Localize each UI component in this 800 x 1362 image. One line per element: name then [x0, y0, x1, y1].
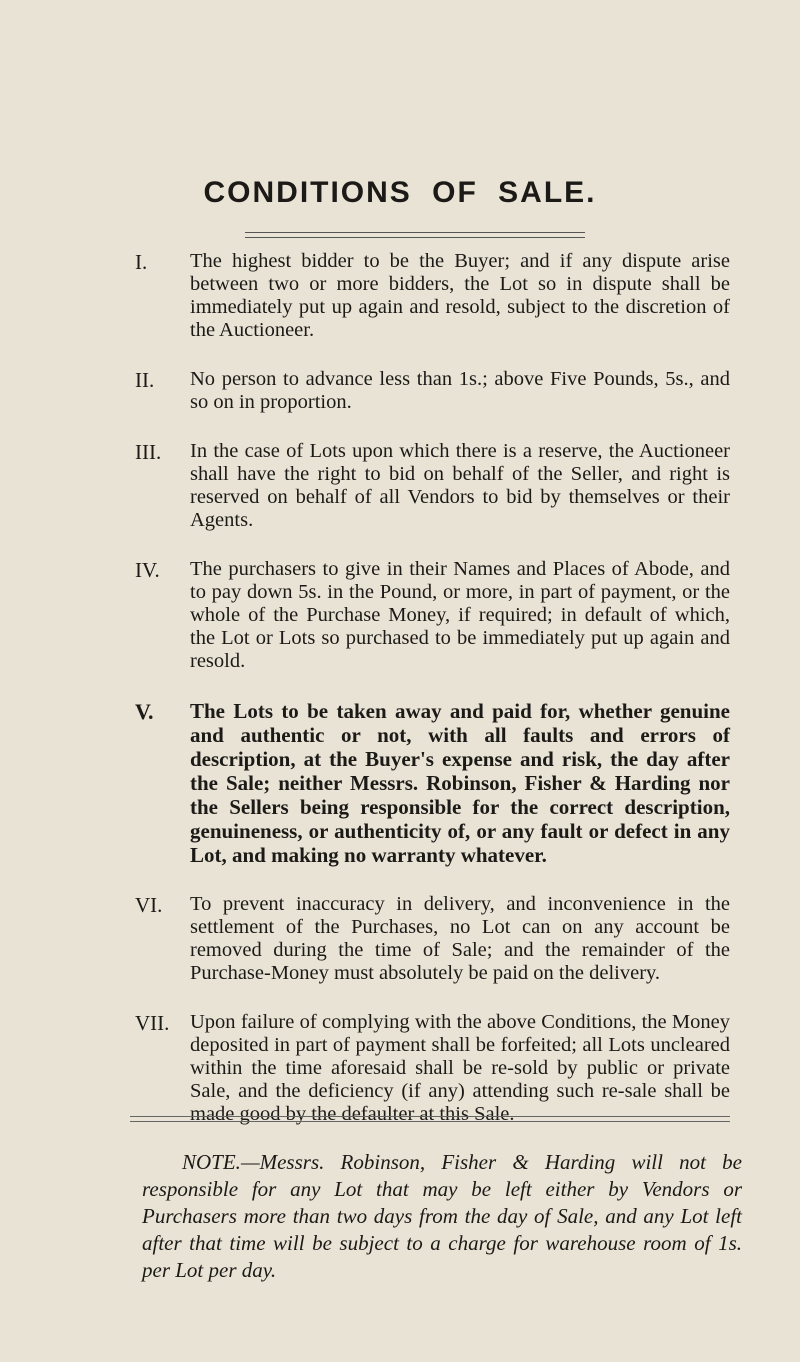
- condition-number: V.: [135, 699, 154, 724]
- condition-item-emphasized: [0, 699, 800, 867]
- condition-number: VII.: [135, 1011, 170, 1035]
- condition-number: VI.: [135, 893, 163, 917]
- condition-item: [0, 893, 800, 985]
- condition-item: [0, 368, 800, 414]
- condition-number: IV.: [135, 558, 160, 582]
- page-title: CONDITIONS OF SALE.: [203, 176, 597, 209]
- condition-text: To prevent inaccuracy in delivery, and inconvenience in the settlement of the Purchases, no Lot can on any account be removed during the time of Sale; and the remainder of the Purchase-Money must absolutely be paid on the delivery.: [190, 893, 730, 984]
- condition-text: No person to advance less than 1s.; above Five Pounds, 5s., and so on in proportion.: [190, 368, 730, 413]
- condition-text: The highest bidder to be the Buyer; and if any dispute arise between two or more bidders, the Lot so in dispute shall be immediately put up again and resold, subject to the discretion of the Auctioneer.: [190, 250, 730, 341]
- condition-number: II.: [135, 368, 155, 392]
- condition-text: The purchasers to give in their Names and Places of Abode, and to pay down 5s. in the Pound, or more, in part of payment, or the whole of the Purchase Money, if required; in default of which, the Lot or Lots so purchased to be immediately put up again and resold.: [190, 558, 730, 672]
- condition-number: I.: [135, 250, 148, 274]
- condition-item: [0, 558, 800, 673]
- condition-text: Upon failure of complying with the above Conditions, the Money deposited in part of payment shall be forfeited; all Lots uncleared within the time aforesaid shall be re-sold by public or private Sale, and the deficiency (if any) attending such re-sale shall be made good by the defaulter at this Sale.: [190, 1011, 730, 1125]
- note-double-rule: [130, 1116, 730, 1122]
- footnote: [142, 1149, 742, 1284]
- condition-item: [0, 1011, 800, 1126]
- condition-text: The Lots to be taken away and paid for, whether genuine and authentic or not, with all faults and errors of description, at the Buyer's expense and risk, the day after the Sale; neither Messrs. Robinson, Fisher & Harding nor the Sellers being responsible for the correct description, genuineness, or authenticity of, or any fault or defect in any Lot, and making no warranty whatever.: [190, 699, 730, 867]
- condition-number: III.: [135, 440, 162, 464]
- title-double-rule: [245, 232, 585, 238]
- note-label: NOTE.: [182, 1150, 241, 1174]
- note-text: —Messrs. Robinson, Fisher & Harding will not be responsible for any Lot that may be left either by Vendors or Purchasers more than two days from the day of Sale, and any Lot left after that time will be subject to a charge for warehouse room of 1s. per Lot per day.: [142, 1150, 742, 1282]
- condition-text: In the case of Lots upon which there is a reserve, the Auctioneer shall have the right to bid on behalf of the Seller, and right is reserved on behalf of all Vendors to bid by themselves or their Agents.: [190, 440, 730, 531]
- condition-item: [0, 440, 800, 532]
- condition-item: [0, 250, 800, 342]
- conditions-list: [0, 250, 800, 1152]
